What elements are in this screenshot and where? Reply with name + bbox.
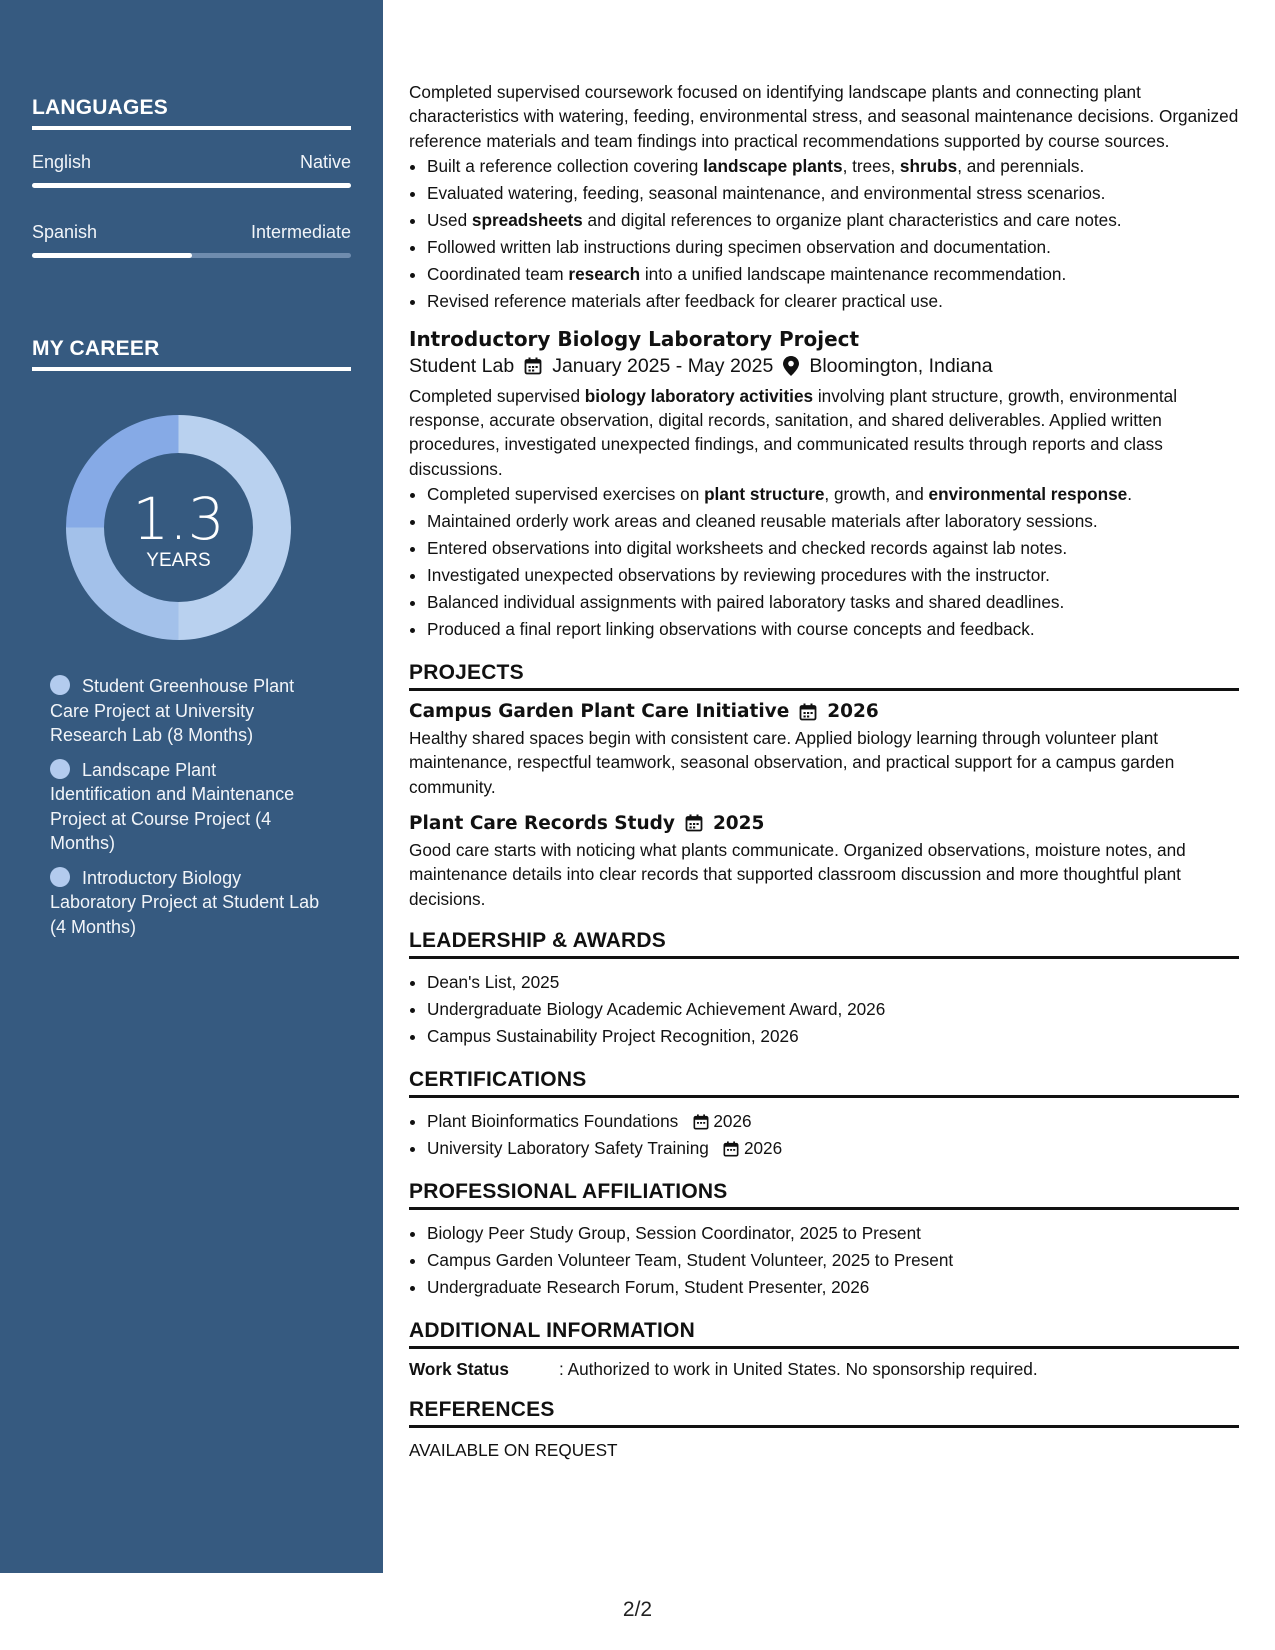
list-item: • Biology Peer Study Group, Session Coordinator, 2025 to Present — [427, 1220, 1239, 1247]
list-item: • Maintained orderly work areas and cleaned reusable materials after laboratory sessions. — [427, 508, 1239, 535]
awards-list — [409, 969, 1239, 1050]
list-item: • Balanced individual assignments with paired laboratory tasks and shared deadlines. — [427, 589, 1239, 616]
career-item: Introductory Biology Laboratory Project at Student Lab (4 Months) — [50, 867, 320, 937]
career-years: 1.3 — [132, 485, 225, 553]
sidebar — [0, 0, 383, 1573]
language-bar — [32, 183, 351, 188]
cert-year: 2026 — [713, 1110, 752, 1131]
project-year: 2025 — [712, 812, 765, 834]
language-level: Intermediate — [250, 222, 351, 242]
calendar-icon — [799, 703, 817, 721]
languages-section — [32, 96, 351, 258]
work-status-value: : Authorized to work in United States. No sponsorship required. — [559, 1358, 1038, 1379]
certifications-list — [409, 1108, 1239, 1162]
awards-heading: LEADERSHIP & AWARDS — [409, 929, 1239, 959]
cert-year: 2026 — [743, 1137, 783, 1158]
list-item: • Produced a final report linking observations with course concepts and feedback. — [427, 616, 1239, 643]
list-item: • University Laboratory Safety Training 2026 — [427, 1135, 1239, 1162]
list-item: • Undergraduate Biology Academic Achievement Award, 2026 — [427, 996, 1239, 1023]
language-level: Native — [299, 152, 351, 172]
list-item: • Plant Bioinformatics Foundations 2026 — [427, 1108, 1239, 1135]
references-heading: REFERENCES — [409, 1398, 1239, 1428]
list-item: • Followed written lab instructions during specimen observation and documentation. — [427, 234, 1239, 261]
career-item: Student Greenhouse Plant Care Project at University Research Lab (8 Months) — [50, 676, 295, 745]
job-dates: January 2025 - May 2025 — [552, 354, 774, 377]
job-location: Bloomington, Indiana — [809, 354, 993, 377]
language-item-spanish — [32, 222, 351, 258]
calendar-icon — [685, 814, 703, 832]
job-meta — [409, 355, 1239, 378]
list-item: • Investigated unexpected observations by reviewing procedures with the instructor. — [427, 562, 1239, 589]
work-status-label: Work Status — [409, 1358, 509, 1379]
list-item: • Completed supervised exercises on plant structure, growth, and environmental response. — [427, 481, 1239, 508]
project-description: Good care starts with noticing what plants communicate. Organized observations, moisture notes, and maintenance details into clear records that supported classroom discussion and more thoughtful plant decisions. — [409, 839, 1186, 909]
job-bullets — [409, 153, 1239, 315]
career-donut — [66, 415, 291, 640]
page-number: 2/2 — [622, 1598, 653, 1621]
main-content — [409, 80, 1239, 1462]
job-bullets — [409, 481, 1239, 643]
language-bar — [32, 253, 351, 258]
project-title: Plant Care Records Study 2025 — [409, 812, 765, 834]
languages-heading: LANGUAGES — [32, 96, 351, 130]
list-item: • Built a reference collection covering landscape plants, trees, shrubs, and perennials. — [427, 153, 1239, 180]
language-bar-fill — [32, 183, 351, 188]
bullet-dot-icon — [50, 675, 70, 695]
list-item: • Used spreadsheets and digital references to organize plant characteristics and care notes. — [427, 207, 1239, 234]
bullet-dot-icon — [50, 759, 70, 779]
additional-heading: ADDITIONAL INFORMATION — [409, 1319, 1239, 1349]
job-title: Introductory Biology Laboratory Project — [409, 326, 860, 351]
list-item: • Campus Sustainability Project Recognition, 2026 — [427, 1023, 1239, 1050]
career-heading: MY CAREER — [32, 337, 351, 371]
job-summary: Completed supervised biology laboratory activities involving plant structure, growth, environmental response, accurate observation, digital records, sanitation, and shared deliverables. Applied written procedures, investigated unexpected findings, and communicated results through reports and class discussions. — [409, 385, 1178, 479]
projects-heading: PROJECTS — [409, 661, 1239, 691]
list-item: • Revised reference materials after feedback for clearer practical use. — [427, 288, 1239, 315]
job-summary: Completed supervised coursework focused on identifying landscape plants and connecting plant characteristics with watering, feeding, environmental stress, and seasonal maintenance decisions. Organized reference materials and team findings into practical recommendations supported by course sources. — [409, 82, 1239, 151]
project-title: Campus Garden Plant Care Initiative 2026 — [409, 701, 879, 723]
bullet-dot-icon — [50, 867, 70, 887]
list-item: • Campus Garden Volunteer Team, Student Volunteer, 2025 to Present — [427, 1247, 1239, 1274]
project-year: 2026 — [827, 701, 879, 723]
list-item: • Dean's List, 2025 — [427, 969, 1239, 996]
language-bar-fill — [32, 253, 192, 258]
language-name: Spanish — [32, 222, 98, 242]
list-item: • Coordinated team research into a unified landscape maintenance recommendation. — [427, 261, 1239, 288]
career-years-label: YEARS — [146, 550, 211, 571]
career-list — [50, 674, 320, 949]
affiliations-heading: PROFESSIONAL AFFILIATIONS — [409, 1180, 1239, 1210]
career-item: Landscape Plant Identification and Maintenance Project at Course Project (4 Months) — [50, 759, 295, 853]
certifications-heading: CERTIFICATIONS — [409, 1068, 1239, 1098]
location-pin-icon — [783, 356, 799, 376]
affiliations-list — [409, 1220, 1239, 1301]
list-item: • Entered observations into digital worksheets and checked records against lab notes. — [427, 535, 1239, 562]
calendar-icon — [723, 1141, 739, 1157]
project-description: Healthy shared spaces begin with consistent care. Applied biology learning through volunteer plant maintenance, respectful teamwork, seasonal observation, and practical support for a campus garden community. — [409, 728, 1175, 797]
list-item: • Evaluated watering, feeding, seasonal maintenance, and environmental stress scenarios. — [427, 180, 1239, 207]
list-item: • Undergraduate Research Forum, Student Presenter, 2026 — [427, 1274, 1239, 1301]
work-status-row — [409, 1359, 1239, 1380]
calendar-icon — [693, 1114, 709, 1130]
calendar-icon — [524, 357, 542, 375]
career-section — [32, 337, 351, 371]
references-text: AVAILABLE ON REQUEST — [409, 1439, 618, 1460]
job-employer: Student Lab — [409, 354, 515, 377]
language-item-english — [32, 152, 351, 188]
language-name: English — [32, 152, 92, 172]
